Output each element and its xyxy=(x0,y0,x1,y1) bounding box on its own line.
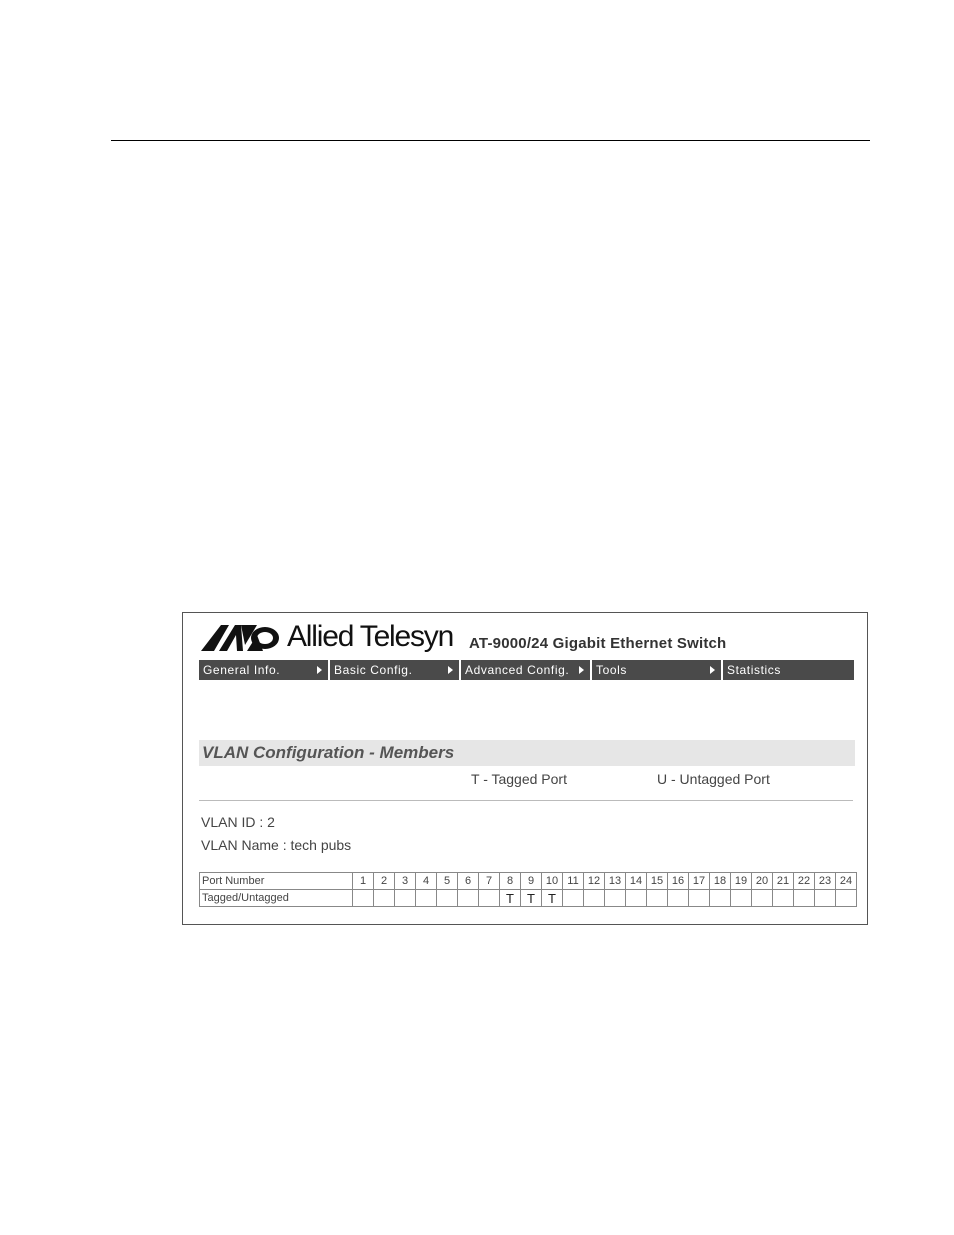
menu-basic-config-label: Basic Config. xyxy=(334,663,413,677)
menu-tools[interactable] xyxy=(592,660,721,680)
logo-row xyxy=(201,621,841,657)
port-number-cell: 18 xyxy=(710,873,731,890)
port-membership-cell[interactable] xyxy=(374,890,395,907)
port-number-cell: 11 xyxy=(563,873,584,890)
port-membership-cell[interactable] xyxy=(563,890,584,907)
port-number-cell: 4 xyxy=(416,873,437,890)
port-number-cell: 17 xyxy=(689,873,710,890)
port-membership-cell[interactable] xyxy=(479,890,500,907)
port-number-cell: 20 xyxy=(752,873,773,890)
screenshot-frame xyxy=(182,612,868,925)
menu-general-info[interactable] xyxy=(199,660,328,680)
port-number-cell: 2 xyxy=(374,873,395,890)
port-number-cell: 16 xyxy=(668,873,689,890)
section-header xyxy=(199,740,855,766)
menu-statistics-label: Statistics xyxy=(727,663,782,677)
port-number-cell: 3 xyxy=(395,873,416,890)
page-top-rule xyxy=(111,140,870,141)
port-membership-cell[interactable] xyxy=(668,890,689,907)
port-membership-cell[interactable] xyxy=(731,890,752,907)
legend-tagged: T - Tagged Port xyxy=(471,771,567,787)
port-number-cell: 22 xyxy=(794,873,815,890)
menu-tools-label: Tools xyxy=(596,663,628,677)
port-number-cell: 12 xyxy=(584,873,605,890)
legend-untagged: U - Untagged Port xyxy=(657,771,770,787)
port-number-cell: 8 xyxy=(500,873,521,890)
port-membership-cell[interactable]: T xyxy=(521,890,542,907)
port-number-cell: 1 xyxy=(353,873,374,890)
port-membership-cell[interactable] xyxy=(794,890,815,907)
port-number-cell: 24 xyxy=(836,873,857,890)
tagged-untagged-row xyxy=(200,890,857,907)
brand-name: Allied Telesyn xyxy=(287,620,454,653)
port-membership-cell[interactable] xyxy=(626,890,647,907)
port-membership-cell[interactable] xyxy=(689,890,710,907)
port-number-cell: 15 xyxy=(647,873,668,890)
port-membership-cell[interactable] xyxy=(458,890,479,907)
port-membership-cell[interactable]: T xyxy=(542,890,563,907)
vlan-name-text: VLAN Name : tech pubs xyxy=(201,837,352,853)
port-membership-table xyxy=(199,872,857,907)
port-membership-cell[interactable] xyxy=(353,890,374,907)
submenu-arrow-icon xyxy=(579,666,584,674)
port-membership-cell[interactable]: T xyxy=(500,890,521,907)
menu-advanced-config[interactable] xyxy=(461,660,590,680)
allied-telesyn-logo-icon xyxy=(201,625,281,651)
port-membership-cell[interactable] xyxy=(395,890,416,907)
port-membership-cell[interactable] xyxy=(647,890,668,907)
port-number-cell: 23 xyxy=(815,873,836,890)
submenu-arrow-icon xyxy=(448,666,453,674)
vlan-id-text: VLAN ID : 2 xyxy=(201,814,275,830)
menu-advanced-config-label: Advanced Config. xyxy=(465,663,570,677)
submenu-arrow-icon xyxy=(710,666,715,674)
product-name: AT-9000/24 Gigabit Ethernet Switch xyxy=(469,635,727,652)
port-membership-cell[interactable] xyxy=(416,890,437,907)
main-menu-bar xyxy=(199,660,854,680)
submenu-arrow-icon xyxy=(317,666,322,674)
tagged-untagged-label: Tagged/Untagged xyxy=(200,890,353,907)
port-membership-cell[interactable] xyxy=(752,890,773,907)
port-number-cell: 21 xyxy=(773,873,794,890)
port-number-cell: 14 xyxy=(626,873,647,890)
section-divider xyxy=(199,800,853,801)
port-membership-cell[interactable] xyxy=(605,890,626,907)
port-number-row xyxy=(200,873,857,890)
port-number-cell: 13 xyxy=(605,873,626,890)
port-membership-cell[interactable] xyxy=(836,890,857,907)
port-number-cell: 7 xyxy=(479,873,500,890)
page-title: VLAN Configuration - Members xyxy=(202,743,455,762)
port-membership-cell[interactable] xyxy=(710,890,731,907)
port-number-cell: 10 xyxy=(542,873,563,890)
port-membership-cell[interactable] xyxy=(584,890,605,907)
port-membership-cell[interactable] xyxy=(773,890,794,907)
menu-general-info-label: General Info. xyxy=(203,663,281,677)
port-number-label: Port Number xyxy=(200,873,353,890)
port-number-cell: 9 xyxy=(521,873,542,890)
menu-statistics[interactable] xyxy=(723,660,854,680)
menu-basic-config[interactable] xyxy=(330,660,459,680)
port-number-cell: 5 xyxy=(437,873,458,890)
port-membership-cell[interactable] xyxy=(815,890,836,907)
port-membership-cell[interactable] xyxy=(437,890,458,907)
port-number-cell: 6 xyxy=(458,873,479,890)
port-number-cell: 19 xyxy=(731,873,752,890)
